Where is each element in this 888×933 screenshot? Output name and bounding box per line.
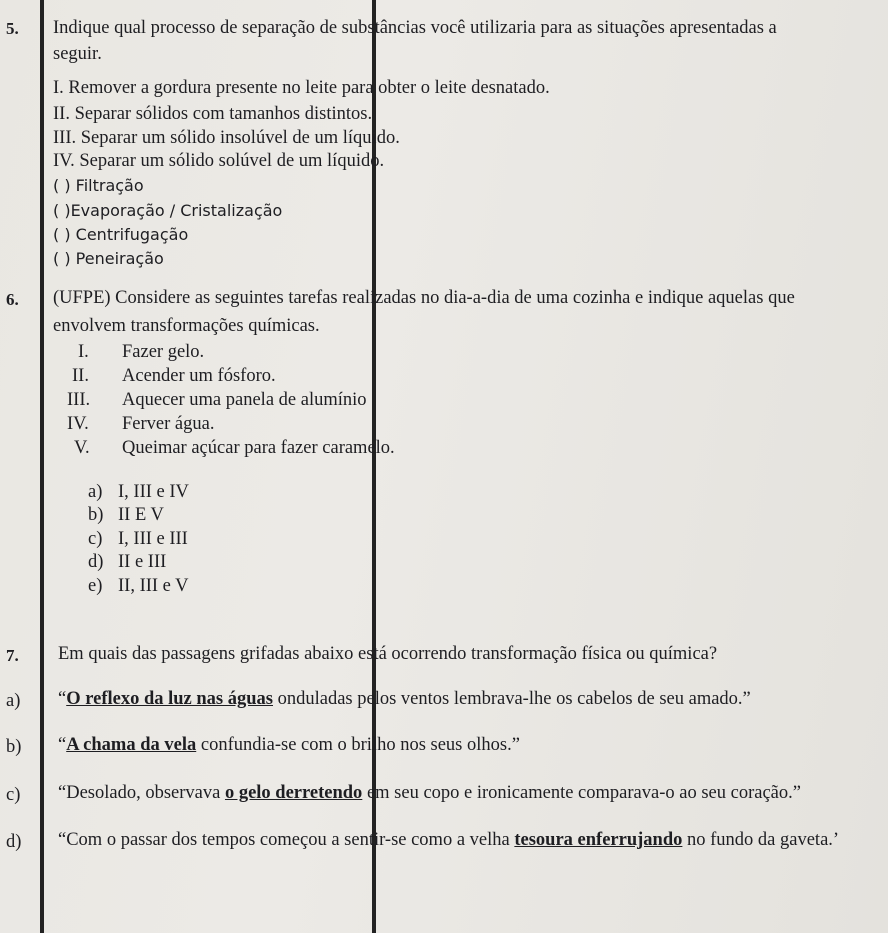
- q7-passage-letter: a): [6, 691, 21, 711]
- q6-item-roman: II.: [72, 366, 89, 386]
- q6-answer-text: I, III e IV: [118, 482, 189, 502]
- q7-passage-letter: b): [6, 737, 22, 757]
- q5-option-peneiracao: ( ) Peneiração: [53, 249, 164, 268]
- q6-item-text: Queimar açúcar para fazer caramelo.: [122, 438, 395, 458]
- q6-item-roman: I.: [78, 342, 89, 362]
- q5-item-3: III. Separar um sólido insolúvel de um líquido.: [53, 128, 400, 148]
- q6-answer-letter: b): [88, 505, 104, 525]
- q6-item-text: Fazer gelo.: [122, 342, 205, 362]
- q7-number: 7.: [6, 646, 19, 665]
- q6-answer-letter: c): [88, 529, 103, 549]
- left-margin-line: [40, 0, 44, 933]
- q5-option-centrifugacao: ( ) Centrifugação: [53, 225, 189, 244]
- q6-answer-text: II, III e V: [118, 576, 189, 596]
- q5-item-2: II. Separar sólidos com tamanhos distintos.: [53, 104, 373, 124]
- q6-answer-letter: d): [88, 552, 104, 572]
- q5-number: 5.: [6, 19, 19, 38]
- q6-answer-text: I, III e III: [118, 529, 188, 549]
- q7-passage-letter: c): [6, 785, 21, 805]
- q6-item-text: Acender um fósforo.: [122, 366, 276, 386]
- q7-passage-c: “Desolado, observava o gelo derretendo em seu copo e ironicamente comparava-o ao seu coração.”: [58, 783, 801, 803]
- q7-underlined-phrase: tesoura enferrujando: [514, 830, 683, 850]
- q5-statement-line1: Indique qual processo de separação de substâncias você utilizaria para as situações apresentadas a: [53, 18, 777, 38]
- q7-underlined-phrase: o gelo derretendo: [224, 783, 363, 803]
- q7-passage-letter: d): [6, 832, 22, 852]
- q6-number: 6.: [6, 290, 19, 309]
- q6-item-roman: IV.: [67, 414, 89, 434]
- q5-item-4: IV. Separar um sólido solúvel de um líquido.: [53, 151, 385, 171]
- q5-option-filtracao: ( ) Filtração: [53, 176, 144, 195]
- q6-item-text: Aquecer uma panela de alumínio: [122, 390, 367, 410]
- q7-passage-a: “O reflexo da luz nas águas onduladas pelos ventos lembrava-lhe os cabelos de seu amado.”: [58, 689, 751, 709]
- q6-answer-text: II E V: [118, 505, 164, 525]
- q6-statement-line2: envolvem transformações químicas.: [53, 316, 320, 336]
- q7-statement: Em quais das passagens grifadas abaixo está ocorrendo transformação física ou química?: [58, 644, 718, 664]
- q6-statement-line1: (UFPE) Considere as seguintes tarefas realizadas no dia-a-dia de uma cozinha e indique aquelas que: [53, 288, 795, 308]
- q6-item-roman: V.: [74, 438, 90, 458]
- q7-passage-b: “A chama da vela confundia-se com o brilho nos seus olhos.”: [58, 735, 520, 755]
- q6-answer-letter: e): [88, 576, 103, 596]
- q5-option-evaporacao: ( )Evaporação / Cristalização: [53, 201, 283, 220]
- q6-answer-letter: a): [88, 482, 103, 502]
- q7-passage-d: “Com o passar dos tempos começou a sentir-se como a velha tesoura enferrujando no fundo da gaveta.’: [58, 830, 840, 850]
- q5-item-1: I. Remover a gordura presente no leite para obter o leite desnatado.: [53, 78, 550, 98]
- q7-underlined-phrase: A chama da vela: [66, 735, 197, 755]
- q6-answer-text: II e III: [118, 552, 167, 572]
- q6-item-text: Ferver água.: [122, 414, 215, 434]
- q5-statement-line2: seguir.: [53, 44, 102, 64]
- q6-item-roman: III.: [67, 390, 91, 410]
- q7-underlined-phrase: O reflexo da luz nas águas: [66, 689, 273, 709]
